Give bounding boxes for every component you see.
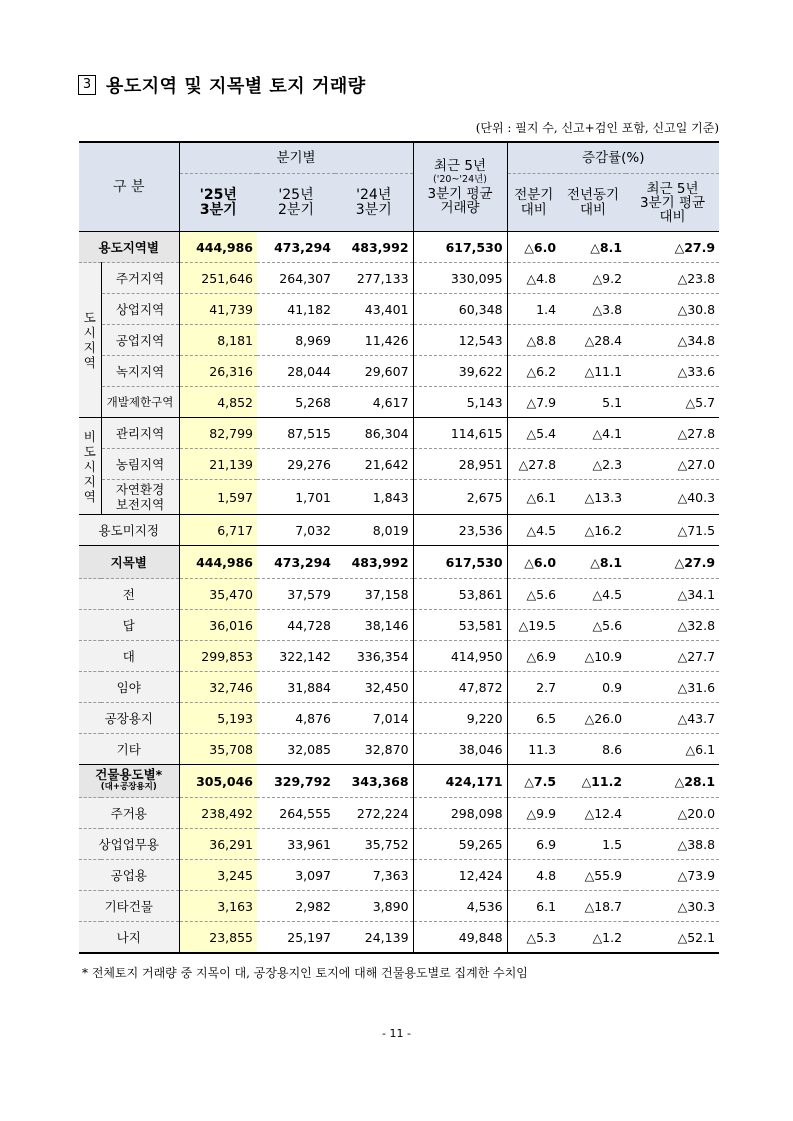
change-avg5: △52.1 <box>626 922 719 954</box>
value-q24-3: 11,426 <box>335 325 413 356</box>
land-transaction-table <box>79 141 719 954</box>
header-vs-5y: 최근 5년 3분기 평균 대비 <box>626 174 719 232</box>
value-q25-2: 7,032 <box>257 515 335 546</box>
value-q24-3: 32,870 <box>335 734 413 765</box>
value-avg5: 60,348 <box>413 294 507 325</box>
row-label: 용도지역별 <box>79 232 179 263</box>
change-prev: △19.5 <box>507 610 560 641</box>
header-avg5-line1: 최근 5년 <box>434 158 487 174</box>
value-q24-3: 32,450 <box>335 672 413 703</box>
table-row <box>79 356 719 387</box>
value-q25-3: 21,139 <box>179 449 257 480</box>
row-label: 공업용 <box>79 860 179 891</box>
change-yoy: △13.3 <box>560 480 626 515</box>
value-q24-3: 277,133 <box>335 263 413 294</box>
change-yoy: △12.4 <box>560 798 626 829</box>
change-prev: △5.3 <box>507 922 560 954</box>
change-yoy: △4.5 <box>560 579 626 610</box>
value-q25-3: 26,316 <box>179 356 257 387</box>
group-label-urban: 도 시 지 역 <box>79 263 101 418</box>
value-q25-3: 4,852 <box>179 387 257 418</box>
change-prev: △9.9 <box>507 798 560 829</box>
change-prev: △27.8 <box>507 449 560 480</box>
change-prev: △4.5 <box>507 515 560 546</box>
value-q25-3: 305,046 <box>179 765 257 798</box>
change-yoy: 0.9 <box>560 672 626 703</box>
row-label: 전 <box>79 579 179 610</box>
value-q25-2: 28,044 <box>257 356 335 387</box>
value-q25-2: 33,961 <box>257 829 335 860</box>
table-row <box>79 765 719 798</box>
change-yoy: △4.1 <box>560 418 626 449</box>
change-yoy: △2.3 <box>560 449 626 480</box>
table-row <box>79 860 719 891</box>
group-label-nonurban: 비 도 시 지 역 <box>79 418 101 515</box>
change-yoy: △8.1 <box>560 546 626 579</box>
value-avg5: 28,951 <box>413 449 507 480</box>
table-row <box>79 641 719 672</box>
table-row <box>79 829 719 860</box>
change-prev: △5.6 <box>507 579 560 610</box>
value-q25-3: 3,163 <box>179 891 257 922</box>
change-avg5: △30.3 <box>626 891 719 922</box>
change-yoy: △8.1 <box>560 232 626 263</box>
value-q24-3: 7,363 <box>335 860 413 891</box>
value-q25-2: 37,579 <box>257 579 335 610</box>
value-q25-2: 5,268 <box>257 387 335 418</box>
table-row <box>79 703 719 734</box>
value-q25-2: 329,792 <box>257 765 335 798</box>
value-avg5: 2,675 <box>413 480 507 515</box>
header-change: 증감률(%) <box>507 142 719 174</box>
row-label: 기타건물 <box>79 891 179 922</box>
value-avg5: 9,220 <box>413 703 507 734</box>
row-label: 농림지역 <box>101 449 179 480</box>
value-q24-3: 8,019 <box>335 515 413 546</box>
change-avg5: △32.8 <box>626 610 719 641</box>
unit-note: (단위 : 필지 수, 신고+검인 포함, 신고일 기준) <box>475 121 719 135</box>
change-yoy: △18.7 <box>560 891 626 922</box>
change-yoy: △55.9 <box>560 860 626 891</box>
row-label: 답 <box>79 610 179 641</box>
value-q25-2: 1,701 <box>257 480 335 515</box>
row-label: 나지 <box>79 922 179 954</box>
value-avg5: 4,536 <box>413 891 507 922</box>
change-yoy: △26.0 <box>560 703 626 734</box>
row-label: 개발제한구역 <box>101 387 179 418</box>
table-row <box>79 798 719 829</box>
change-prev: 2.7 <box>507 672 560 703</box>
change-prev: △5.4 <box>507 418 560 449</box>
table-row <box>79 232 719 263</box>
header-vs-prev: 전분기 대비 <box>507 174 560 232</box>
header-q24-3: '24년 3분기 <box>335 174 413 232</box>
table-row <box>79 922 719 954</box>
value-q25-2: 44,728 <box>257 610 335 641</box>
value-q25-2: 25,197 <box>257 922 335 954</box>
row-label: 상업업무용 <box>79 829 179 860</box>
value-q25-3: 444,986 <box>179 232 257 263</box>
value-avg5: 114,615 <box>413 418 507 449</box>
value-q25-2: 473,294 <box>257 232 335 263</box>
change-avg5: △27.0 <box>626 449 719 480</box>
value-avg5: 12,543 <box>413 325 507 356</box>
value-q24-3: 7,014 <box>335 703 413 734</box>
value-avg5: 47,872 <box>413 672 507 703</box>
value-q25-2: 4,876 <box>257 703 335 734</box>
change-yoy: 8.6 <box>560 734 626 765</box>
change-prev: 4.8 <box>507 860 560 891</box>
table-row <box>79 263 719 294</box>
value-q24-3: 3,890 <box>335 891 413 922</box>
change-prev: △7.5 <box>507 765 560 798</box>
change-avg5: △31.6 <box>626 672 719 703</box>
row-label: 공장용지 <box>79 703 179 734</box>
table-row <box>79 387 719 418</box>
value-q24-3: 343,368 <box>335 765 413 798</box>
value-q25-3: 35,470 <box>179 579 257 610</box>
table-row <box>79 418 719 449</box>
value-q24-3: 43,401 <box>335 294 413 325</box>
value-q25-3: 23,855 <box>179 922 257 954</box>
table-row <box>79 672 719 703</box>
change-prev: △6.1 <box>507 480 560 515</box>
change-prev: 1.4 <box>507 294 560 325</box>
value-avg5: 49,848 <box>413 922 507 954</box>
row-label: 용도미지정 <box>79 515 179 546</box>
value-avg5: 53,861 <box>413 579 507 610</box>
section-number-box: 3 <box>78 75 96 95</box>
value-q25-3: 251,646 <box>179 263 257 294</box>
change-prev: △6.0 <box>507 546 560 579</box>
table-row <box>79 325 719 356</box>
value-q25-2: 41,182 <box>257 294 335 325</box>
change-yoy: △11.2 <box>560 765 626 798</box>
value-q24-3: 4,617 <box>335 387 413 418</box>
value-avg5: 298,098 <box>413 798 507 829</box>
value-avg5: 12,424 <box>413 860 507 891</box>
value-avg5: 59,265 <box>413 829 507 860</box>
value-avg5: 330,095 <box>413 263 507 294</box>
row-label: 임야 <box>79 672 179 703</box>
change-avg5: △33.6 <box>626 356 719 387</box>
value-avg5: 5,143 <box>413 387 507 418</box>
change-avg5: △27.8 <box>626 418 719 449</box>
value-q24-3: 38,146 <box>335 610 413 641</box>
value-q24-3: 29,607 <box>335 356 413 387</box>
change-yoy: △5.6 <box>560 610 626 641</box>
value-q25-3: 8,181 <box>179 325 257 356</box>
header-vs-yoy: 전년동기 대비 <box>560 174 626 232</box>
change-avg5: △5.7 <box>626 387 719 418</box>
value-q24-3: 24,139 <box>335 922 413 954</box>
change-avg5: △6.1 <box>626 734 719 765</box>
value-avg5: 38,046 <box>413 734 507 765</box>
change-yoy: △1.2 <box>560 922 626 954</box>
value-q25-3: 1,597 <box>179 480 257 515</box>
value-q25-3: 444,986 <box>179 546 257 579</box>
change-yoy: △9.2 <box>560 263 626 294</box>
row-label-main: 건물용도별* <box>95 767 163 782</box>
value-q25-3: 3,245 <box>179 860 257 891</box>
value-q25-3: 238,492 <box>179 798 257 829</box>
change-avg5: △23.8 <box>626 263 719 294</box>
value-q25-3: 32,746 <box>179 672 257 703</box>
value-q24-3: 336,354 <box>335 641 413 672</box>
change-prev: △4.8 <box>507 263 560 294</box>
row-label: 관리지역 <box>101 418 179 449</box>
change-prev: △8.8 <box>507 325 560 356</box>
value-q24-3: 35,752 <box>335 829 413 860</box>
change-yoy: △16.2 <box>560 515 626 546</box>
header-quarterly: 분기별 <box>179 142 413 174</box>
section-title-text: 용도지역 및 지목별 토지 거래량 <box>106 76 366 97</box>
change-avg5: △40.3 <box>626 480 719 515</box>
table-row <box>79 294 719 325</box>
value-avg5: 617,530 <box>413 232 507 263</box>
footnote: * 전체토지 거래량 중 지목이 대, 공장용지인 토지에 대해 건물용도별로 집계한 수치임 <box>82 966 528 980</box>
header-avg5-line3: 3분기 평균 <box>427 186 493 202</box>
value-q24-3: 272,224 <box>335 798 413 829</box>
row-label: 대 <box>79 641 179 672</box>
table-row <box>79 449 719 480</box>
change-avg5: △27.9 <box>626 232 719 263</box>
table-row <box>79 480 719 515</box>
change-prev: 6.9 <box>507 829 560 860</box>
change-prev: 6.5 <box>507 703 560 734</box>
row-label: 상업지역 <box>101 294 179 325</box>
value-q25-2: 3,097 <box>257 860 335 891</box>
value-q24-3: 37,158 <box>335 579 413 610</box>
value-avg5: 617,530 <box>413 546 507 579</box>
value-avg5: 23,536 <box>413 515 507 546</box>
row-label: 녹지지역 <box>101 356 179 387</box>
header-avg5 <box>413 142 507 232</box>
change-prev: △6.0 <box>507 232 560 263</box>
header-avg5-line4: 거래량 <box>440 200 480 216</box>
change-prev: △6.2 <box>507 356 560 387</box>
change-prev: 11.3 <box>507 734 560 765</box>
value-q25-2: 322,142 <box>257 641 335 672</box>
value-q24-3: 1,843 <box>335 480 413 515</box>
header-avg5-line2: ('20~'24년) <box>433 174 487 185</box>
value-q25-2: 2,982 <box>257 891 335 922</box>
change-avg5: △30.8 <box>626 294 719 325</box>
row-label: 자연환경 보전지역 <box>101 480 179 515</box>
change-yoy: △3.8 <box>560 294 626 325</box>
table-row <box>79 610 719 641</box>
change-prev: △6.9 <box>507 641 560 672</box>
change-avg5: △43.7 <box>626 703 719 734</box>
value-q25-2: 32,085 <box>257 734 335 765</box>
change-avg5: △34.8 <box>626 325 719 356</box>
change-avg5: △20.0 <box>626 798 719 829</box>
value-q25-2: 31,884 <box>257 672 335 703</box>
value-q25-3: 41,739 <box>179 294 257 325</box>
row-label: 주거용 <box>79 798 179 829</box>
value-avg5: 424,171 <box>413 765 507 798</box>
value-q24-3: 483,992 <box>335 232 413 263</box>
value-q24-3: 483,992 <box>335 546 413 579</box>
change-avg5: △73.9 <box>626 860 719 891</box>
header-q25-3: '25년 3분기 <box>179 174 257 232</box>
change-avg5: △28.1 <box>626 765 719 798</box>
header-q25-2: '25년 2분기 <box>257 174 335 232</box>
row-label: 공업지역 <box>101 325 179 356</box>
value-q24-3: 21,642 <box>335 449 413 480</box>
row-label: 주거지역 <box>101 263 179 294</box>
change-avg5: △38.8 <box>626 829 719 860</box>
change-avg5: △71.5 <box>626 515 719 546</box>
row-label <box>79 765 179 798</box>
table-row <box>79 734 719 765</box>
value-q25-3: 299,853 <box>179 641 257 672</box>
value-q25-2: 29,276 <box>257 449 335 480</box>
change-yoy: △10.9 <box>560 641 626 672</box>
value-q25-3: 35,708 <box>179 734 257 765</box>
value-q25-2: 8,969 <box>257 325 335 356</box>
row-label: 지목별 <box>79 546 179 579</box>
header-gubun: 구 분 <box>79 142 179 232</box>
change-yoy: △28.4 <box>560 325 626 356</box>
change-avg5: △34.1 <box>626 579 719 610</box>
value-q25-3: 5,193 <box>179 703 257 734</box>
value-avg5: 53,581 <box>413 610 507 641</box>
value-q25-3: 36,016 <box>179 610 257 641</box>
value-q25-3: 6,717 <box>179 515 257 546</box>
value-q25-2: 264,555 <box>257 798 335 829</box>
table-row <box>79 546 719 579</box>
table-row <box>79 515 719 546</box>
change-prev: 6.1 <box>507 891 560 922</box>
table-row <box>79 579 719 610</box>
value-q25-3: 36,291 <box>179 829 257 860</box>
value-q25-2: 264,307 <box>257 263 335 294</box>
value-avg5: 414,950 <box>413 641 507 672</box>
change-avg5: △27.9 <box>626 546 719 579</box>
value-q24-3: 86,304 <box>335 418 413 449</box>
change-yoy: 5.1 <box>560 387 626 418</box>
row-label: 기타 <box>79 734 179 765</box>
value-avg5: 39,622 <box>413 356 507 387</box>
section-title <box>78 72 366 98</box>
change-yoy: 1.5 <box>560 829 626 860</box>
change-yoy: △11.1 <box>560 356 626 387</box>
table-row <box>79 891 719 922</box>
page-number: - 11 - <box>382 1027 411 1040</box>
change-prev: △7.9 <box>507 387 560 418</box>
row-label-sub: (대+공장용지) <box>100 782 157 792</box>
value-q25-3: 82,799 <box>179 418 257 449</box>
value-q25-2: 87,515 <box>257 418 335 449</box>
value-q25-2: 473,294 <box>257 546 335 579</box>
change-avg5: △27.7 <box>626 641 719 672</box>
